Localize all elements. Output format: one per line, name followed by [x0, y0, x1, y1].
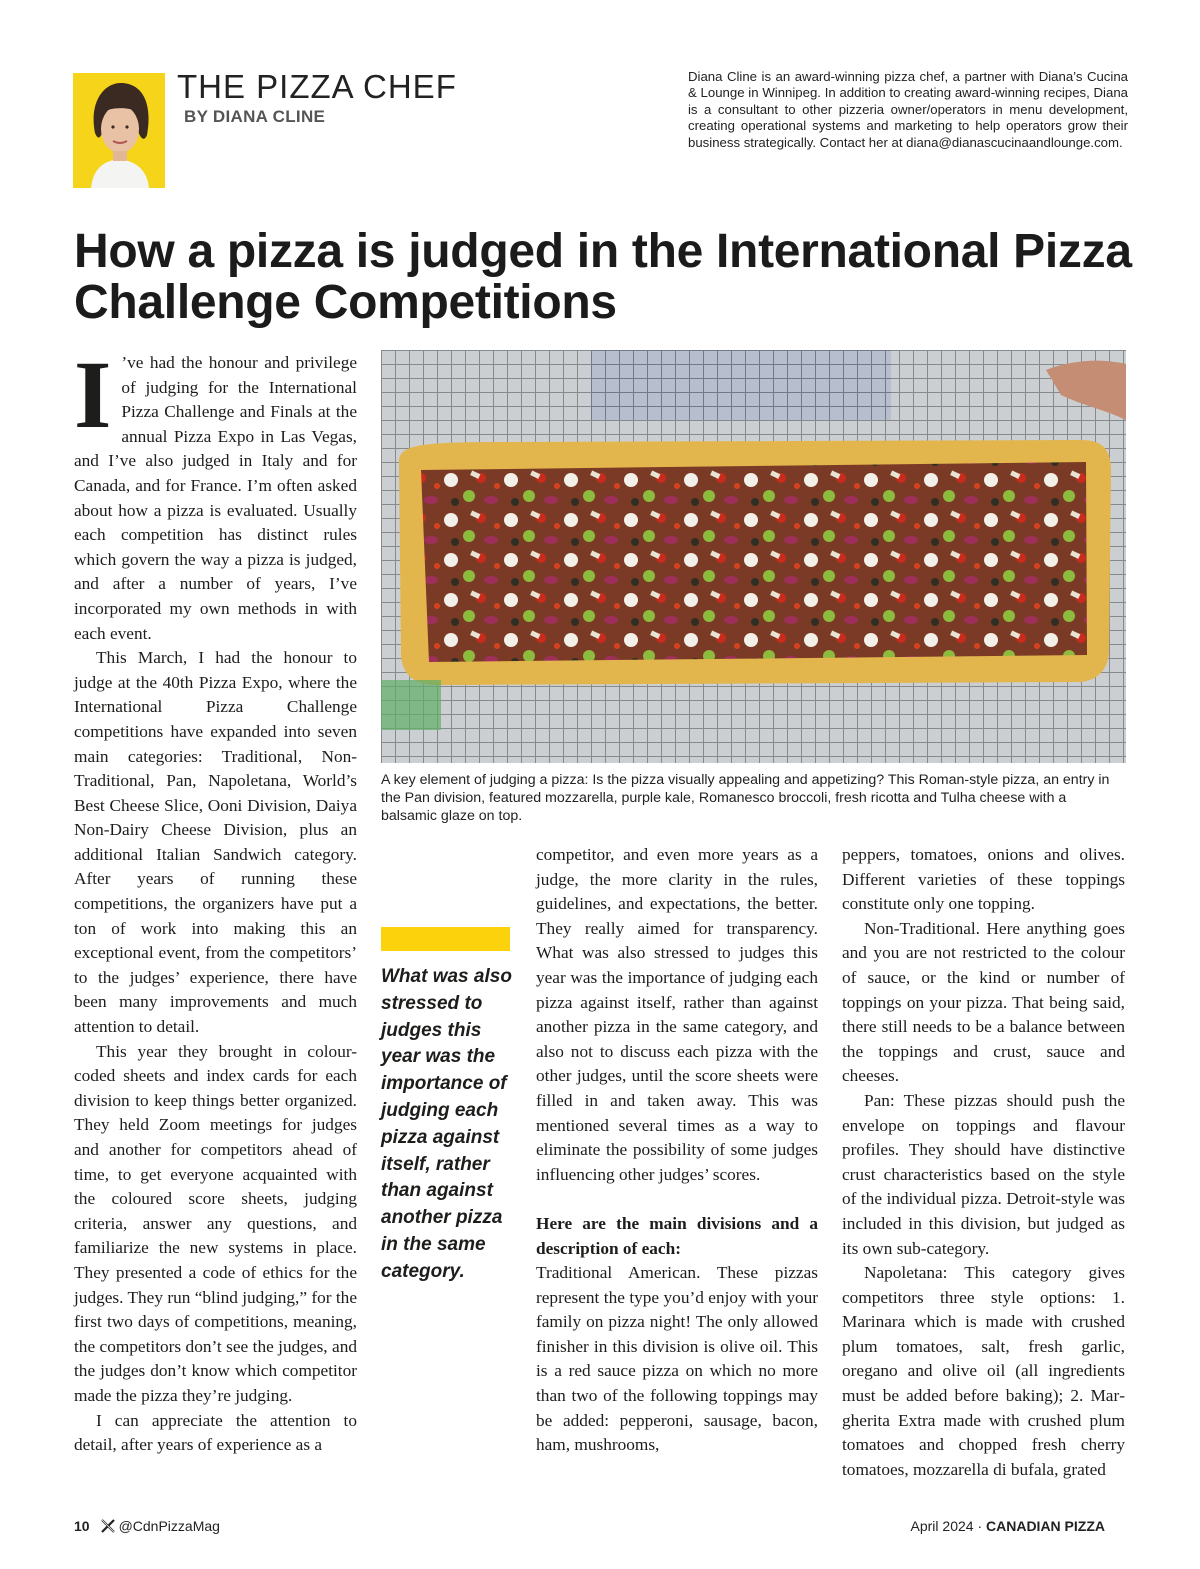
photo-caption: A key element of judging a pizza: Is the pizza visually appealing and appetizing? This Roman-style pizza, an entry in the Pan division, featured mozzarella, purple kale, Romanesco broccoli, fresh ricotta and Tulha cheese with a balsamic glaze on top. — [381, 772, 1110, 824]
section-subhead: Here are the main divisions and a description of each: — [536, 1213, 818, 1258]
paragraph: Pan: These pizzas should push the envelope on toppings and flavour profiles. They should have distinctive crust characteristics based on the style of the individual pizza. Detroit-style was included in this division, but judged as its own sub-category. — [842, 1090, 1125, 1258]
drop-cap: I — [74, 341, 112, 448]
footer-right — [911, 1518, 1105, 1534]
paragraph: Napoletana: This category gives competitors three style options: 1. Marinara which is made with crushed plum tomatoes, salt, fresh garlic, oregano and olive oil (all ingredients must be added before baking); 2. Margherita Extra made with crushed plum tomatoes and chopped fresh cherry tomatoes, mozzarella di bufala, grated — [842, 1263, 1125, 1479]
pull-quote-accent-bar — [381, 927, 510, 951]
article-headline: How a pizza is judged in the International Pizza Challenge Competitions — [74, 225, 1132, 329]
paragraph: I can appreciate the attention to detail, after years of experience as a — [74, 1410, 357, 1455]
paragraph: Traditional American. These pizzas represent the type you’d enjoy with your family on pizza night! The only allowed finisher in this division is olive oil. This is a red sauce pizza on which no more than two of the following toppings may be added: pepperoni, sausage, bacon, ham, mushrooms, — [536, 1263, 818, 1455]
x-logo-icon — [100, 1518, 116, 1534]
paragraph-text: ’ve had the honour and privilege of judging for the International Pizza Challenge and Finals at the annual Pizza Expo in Las Vegas, and I’ve also judged in Italy and for Canada, and for France. I’m often asked about how a pizza is evaluated. Usually each competition has distinct rules which govern the way a pizza is judged, and after a number of years, I’ve incorporated my own methods in with each event. — [74, 353, 357, 643]
paragraph: peppers, tomatoes, onions and olives. Different varieties of these toppings constitute only one topping. — [842, 845, 1125, 914]
article-column-1 — [74, 341, 357, 1458]
paragraph: competitor, and even more years as a judge, the more clarity in the rules, guidelines, and expectations, the better. They really aimed for transparency. What was also stressed to judges this year was the importance of judging each pizza against itself, rather than against another pizza in the same category, and also not to discuss each pizza with the other judges, until the score sheets were filled in and taken away. This was mentioned several times as a way to eliminate the possibility of some judges influencing other judges’ scores. — [536, 845, 818, 1184]
page-number: 10 — [74, 1518, 90, 1534]
article-column-3 — [536, 843, 818, 1458]
pull-quote: What was also stressed to judges this year was the importance of judging each pizza against itself, rather than against another pizza in the same category. — [381, 966, 512, 1282]
footer-left — [74, 1518, 220, 1534]
author-portrait — [73, 73, 165, 188]
paragraph: This year they brought in colour-coded sheets and index cards for each division to keep things better organized. They held Zoom meetings for judges and another for competitors ahead of time, to get everyone acquainted with the coloured score sheets, judging criteria, answer any questions, and familiarize the new systems in place. They presented a code of ethics for the judges. They run “blind judging,” for the first two days of competitions, meaning, the competitors don’t see the judges, and the judges don’t know which competitor made the pizza they’re judging. — [74, 1041, 357, 1405]
author-bio: Diana Cline is an award-winning pizza chef, a partner with Diana’s Cucina & Lounge in Winnipeg. In addition to creating award-winning recipes, Diana is a consultant to other pizzeria owner/operators in menu development, creating operational systems and marketing to help operators grow their business strategically. Contact her at diana@dianascucinaandlounge.com. — [688, 69, 1128, 150]
paragraph: Non-Traditional. Here anything goes and you are not restricted to the colour of sauce, or the kind or number of toppings on your pizza. That being said, there still needs to be a balance between the toppings and crust, sauce and cheeses. — [842, 918, 1125, 1086]
byline: BY DIANA CLINE — [184, 107, 326, 126]
social-handle-text: @CdnPizzaMag — [118, 1518, 220, 1534]
article-column-4 — [842, 843, 1125, 1482]
paragraph — [74, 341, 357, 646]
pizza-photo — [381, 350, 1126, 763]
magazine-name: CANADIAN PIZZA — [986, 1518, 1105, 1534]
paragraph: This March, I had the honour to judge at the 40th Pizza Expo, where the International Pizza Challenge competitions have expanded into seven main categories: Traditional, Non-Traditional, Pan, Napoletana, World’s Best Cheese Slice, Ooni Division, Daiya Non-Dairy Cheese Division, plus an additional Italian Sandwich category. After years of running these competitions, the organizers have put a ton of work into making this an exceptional event, from the competitors’ to the judges’ experience, there have been many improvements and much attention to detail. — [74, 648, 357, 1037]
social-handle[interactable] — [100, 1518, 220, 1534]
column-title: THE PIZZA CHEF — [177, 68, 457, 105]
issue-date: April 2024 · — [910, 1518, 986, 1534]
